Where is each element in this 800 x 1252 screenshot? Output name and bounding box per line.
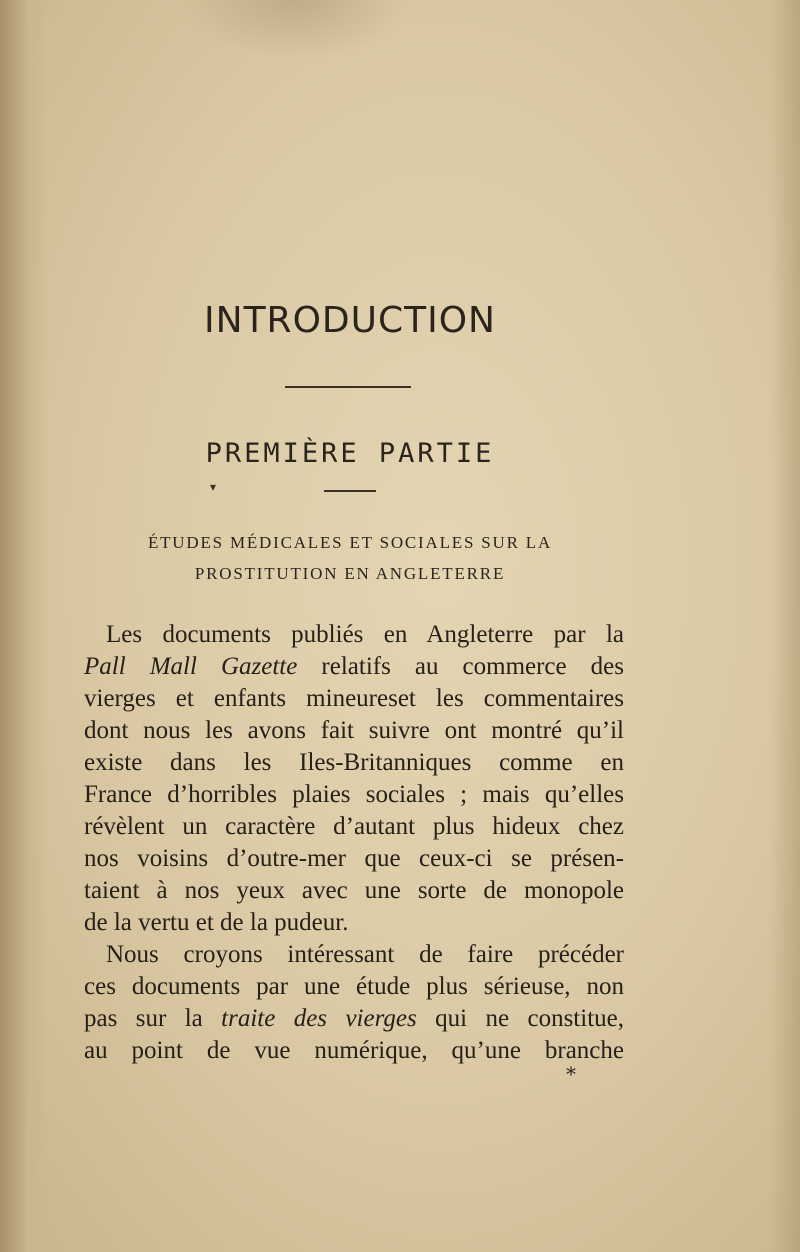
paragraph-1-line: France d’horribles plaies sociales ; mais qu’elles	[84, 781, 624, 808]
page-edge-shadow	[0, 0, 48, 1252]
paragraph-1-line: de la vertu et de la pudeur.	[84, 909, 349, 936]
paragraph-1-line: existe dans les Iles-Britanniques comme en	[84, 749, 624, 776]
paragraph-2-line-text: pas sur la	[84, 1005, 222, 1032]
title-rule	[285, 386, 411, 388]
paragraph-1-line: nos voisins d’outre-mer que ceux-ci se présen-	[84, 845, 624, 872]
paragraph-1-line-text: relatifs au commerce des	[297, 653, 624, 680]
paragraph-1-line	[84, 652, 624, 682]
emphasized-phrase: traite des vierges	[221, 1005, 417, 1032]
section-subtitle-line-1: ÉTUDES MÉDICALES ET SOCIALES SUR LA	[147, 533, 553, 552]
section-subtitle-line-2: PROSTITUTION EN ANGLETERRE	[194, 564, 506, 583]
paragraph-2-line: Nous croyons intéressant de faire précéder	[106, 941, 624, 968]
newspaper-title: Pall Mall Gazette	[84, 653, 298, 680]
paragraph-2-line	[84, 1004, 624, 1034]
ink-speck: ▾	[210, 480, 217, 494]
part-rule	[324, 490, 376, 492]
paragraph-1-line: Les documents publiés en Angleterre par la	[106, 621, 624, 648]
signature-mark: *	[566, 1062, 576, 1086]
paragraph-2-line-text: qui ne constitue,	[416, 1005, 624, 1032]
paragraph-2-line: au point de vue numérique, qu’une branche	[84, 1037, 624, 1064]
paragraph-2-line: ces documents par une étude plus sérieuse, non	[84, 973, 624, 1000]
chapter-title: INTRODUCTION	[204, 300, 496, 341]
page-stain	[180, 0, 410, 60]
paragraph-1-line: révèlent un caractère d’autant plus hideux chez	[84, 813, 624, 840]
paragraph-1-line: taient à nos yeux avec une sorte de monopole	[84, 877, 624, 904]
page-edge-right	[770, 0, 800, 1252]
part-heading: PREMIÈRE PARTIE	[205, 438, 495, 469]
paragraph-1-line: vierges et enfants mineureset les commentaires	[84, 685, 624, 712]
paragraph-1-line: dont nous les avons fait suivre ont montré qu’il	[84, 717, 624, 744]
